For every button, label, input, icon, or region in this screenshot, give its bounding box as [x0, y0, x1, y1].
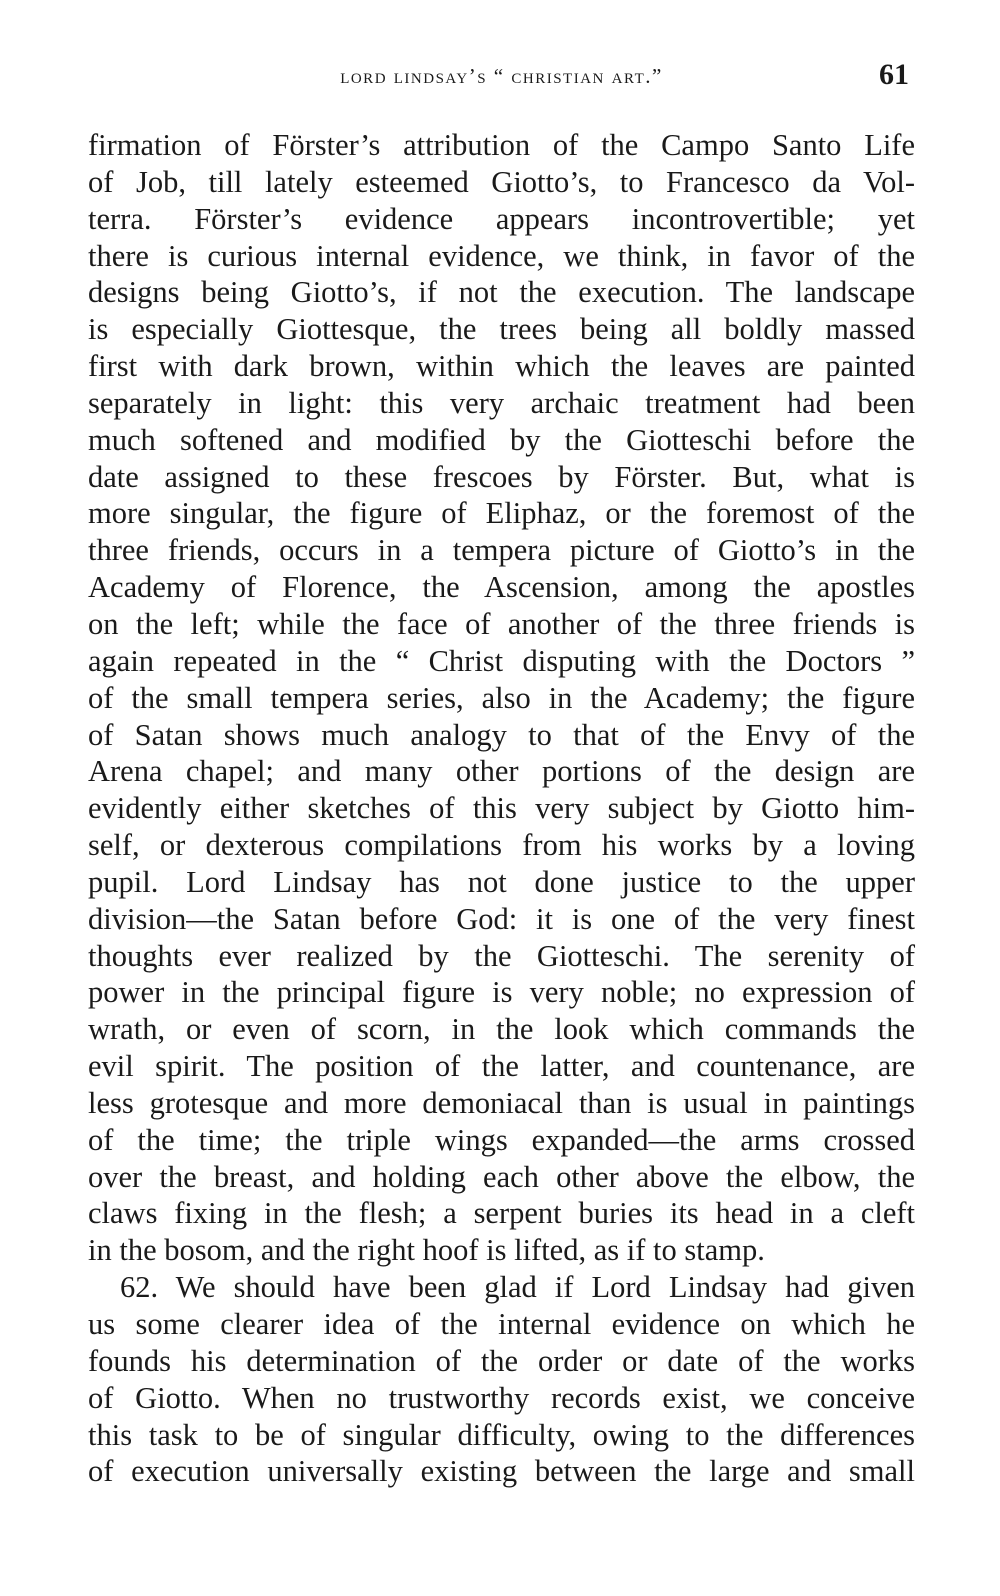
text-line: claws fixing in the flesh; a serpent buries its head in a cleft	[88, 1196, 915, 1231]
text-line: 62. We should have been glad if Lord Lindsay had given	[120, 1270, 915, 1305]
text-line: wrath, or even of scorn, in the look which commands the	[88, 1012, 915, 1047]
text-line: is especially Giottesque, the trees being all boldly massed	[88, 312, 915, 347]
text-line: much softened and modified by the Giotteschi before the	[88, 422, 915, 457]
text-line: power in the principal figure is very noble; no expression of	[88, 975, 915, 1010]
text-line: division—the Satan before God: it is one of the very finest	[88, 901, 915, 936]
text-line: first with dark brown, within which the leaves are painted	[88, 349, 915, 384]
paragraph	[88, 1269, 915, 1490]
text-line: pupil. Lord Lindsay has not done justice to the upper	[88, 864, 915, 899]
text-line: evil spirit. The position of the latter, and countenance, are	[88, 1049, 915, 1084]
text-line: less grotesque and more demoniacal than is usual in paintings	[88, 1085, 915, 1120]
text-line: of Giotto. When no trustworthy records exist, we conceive	[88, 1380, 915, 1415]
text-line: there is curious internal evidence, we think, in favor of the	[88, 238, 915, 273]
text-line: three friends, occurs in a tempera picture of Giotto’s in the	[88, 533, 915, 568]
paragraph	[88, 127, 915, 1269]
text-line: again repeated in the “ Christ disputing with the Doctors ”	[88, 643, 915, 678]
text-line: over the breast, and holding each other above the elbow, the	[88, 1159, 915, 1194]
text-line: evidently either sketches of this very subject by Giotto him-	[88, 791, 915, 826]
text-line: on the left; while the face of another of the three friends is	[88, 606, 915, 641]
page-number: 61	[879, 58, 909, 91]
text-line: terra. Förster’s evidence appears incontrovertible; yet	[88, 201, 915, 236]
text-line: date assigned to these frescoes by Förster. But, what is	[88, 459, 915, 494]
text-line: in the bosom, and the right hoof is lifted, as if to stamp.	[88, 1233, 765, 1268]
text-line: of the time; the triple wings expanded—the arms crossed	[88, 1122, 915, 1157]
text-line: founds his determination of the order or date of the works	[88, 1343, 915, 1378]
text-line: Academy of Florence, the Ascension, among the apostles	[88, 570, 915, 605]
running-title: lord lindsay’s “ christian art.”	[340, 64, 663, 88]
text-line: of execution universally existing between the large and small	[88, 1454, 915, 1489]
text-line: Arena chapel; and many other portions of the design are	[88, 754, 915, 789]
text-line: self, or dexterous compilations from his works by a loving	[88, 828, 915, 863]
text-line: of Satan shows much analogy to that of the Envy of the	[88, 717, 915, 752]
text-line: this task to be of singular difficulty, owing to the differences	[88, 1417, 915, 1452]
text-line: more singular, the figure of Eliphaz, or the foremost of the	[88, 496, 915, 531]
text-line: thoughts ever realized by the Giotteschi. The serenity of	[88, 938, 915, 973]
text-line: separately in light: this very archaic treatment had been	[88, 385, 915, 420]
text-line: us some clearer idea of the internal evidence on which he	[88, 1307, 915, 1341]
text-line: firmation of Förster’s attribution of the Campo Santo Life	[88, 128, 915, 162]
body-text	[88, 127, 915, 1490]
text-line: designs being Giotto’s, if not the execution. The landscape	[88, 275, 915, 310]
text-line: of the small tempera series, also in the Academy; the figure	[88, 680, 915, 715]
text-line: of Job, till lately esteemed Giotto’s, to Francesco da Vol-	[88, 164, 915, 199]
running-header	[88, 58, 915, 98]
